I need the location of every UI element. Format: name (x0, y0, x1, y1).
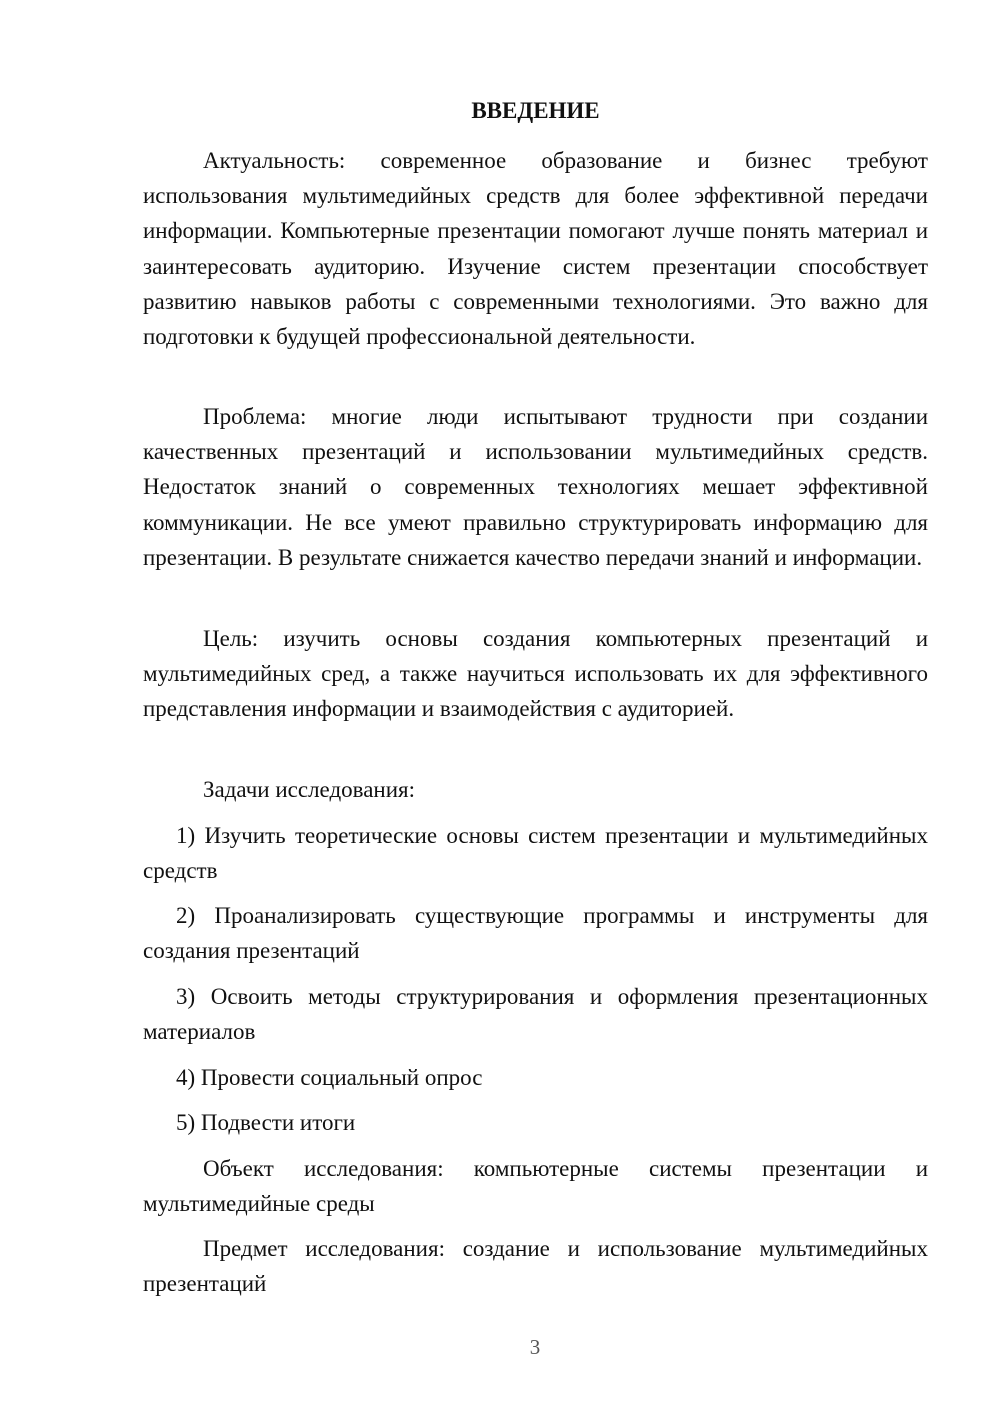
task-item-2: 2) Проанализировать существующие программы и инструменты для создания презентаций (143, 903, 928, 964)
task-item-3: 3) Освоить методы структурирования и оформления презентационных материалов (143, 984, 928, 1045)
page-title: ВВЕДЕНИЕ (471, 98, 600, 123)
task-item-5: 5) Подвести итоги (176, 1110, 356, 1135)
paragraph-subject: Предмет исследования: создание и использование мультимедийных презентаций (143, 1236, 928, 1297)
page-number: 3 (529, 1335, 541, 1359)
tasks-heading: Задачи исследования: (203, 777, 416, 802)
task-item-1: 1) Изучить теоретические основы систем презентации и мультимедийных средств (143, 823, 928, 884)
paragraph-problem: Проблема: многие люди испытывают трудности при создании качественных презентаций и использовании мультимедийных средств. Недостаток знаний о современных технологиях мешает эффективной коммуникации. Не все умеют правильно структурировать информацию для презентации. В результате снижается качество передачи знаний и информации. (143, 404, 928, 570)
paragraph-goal: Цель: изучить основы создания компьютерных презентаций и мультимедийных сред, а также научиться использовать их для эффективного представления информации и взаимодействия с аудиторией. (143, 626, 928, 722)
paragraph-relevance: Актуальность: современное образование и бизнес требуют использования мультимедийных средств для более эффективной передачи информации. Компьютерные презентации помогают лучше понять материал и заинтересовать аудиторию. Изучение систем презентации способствует развитию навыков работы с современными технологиями. Это важно для подготовки к будущей профессиональной деятельности. (143, 148, 928, 350)
task-item-4: 4) Провести социальный опрос (176, 1065, 483, 1090)
paragraph-object: Объект исследования: компьютерные системы презентации и мультимедийные среды (143, 1156, 928, 1217)
